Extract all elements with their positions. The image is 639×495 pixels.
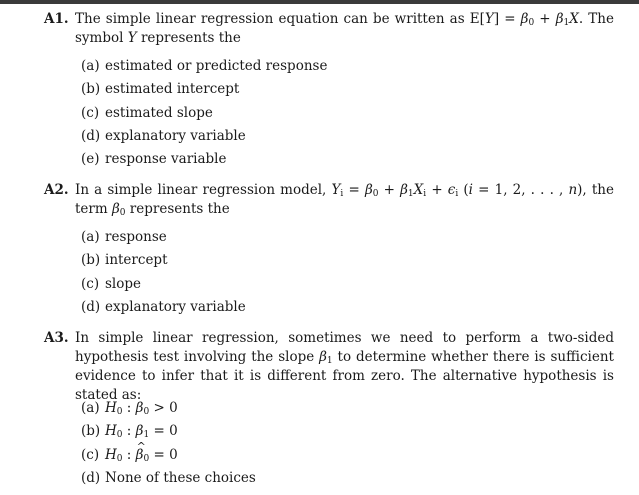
option-label: (c) xyxy=(81,275,100,292)
option-label: (a) xyxy=(81,400,100,416)
option-a[interactable] xyxy=(81,55,327,78)
option-text: intercept xyxy=(105,252,168,269)
question-text: The simple linear regression equation can be written as $E[Y] = \beta_0 + \beta_1X$. The symbol Y represents the xyxy=(75,11,614,46)
option-b[interactable] xyxy=(81,249,246,272)
option-d[interactable] xyxy=(81,125,327,148)
question-text: In a simple linear regression model, $Y_i = \beta_0 + \beta_1X_i + \epsilon_i$ (i = 1, 2, . . . , n), the term $\beta_0$ represents the xyxy=(75,182,614,218)
option-c[interactable] xyxy=(81,273,246,296)
question-a3 xyxy=(44,329,614,486)
question-label: A2. xyxy=(44,182,69,198)
option-label: (b) xyxy=(81,423,101,440)
option-text: explanatory variable xyxy=(105,298,246,315)
option-text: $H_0$ : $\beta_0 > 0$ xyxy=(105,400,178,417)
option-text: $H_0$ : $\beta_1 = 0$ xyxy=(105,423,178,441)
top-rule xyxy=(0,0,639,4)
option-c[interactable] xyxy=(81,444,256,467)
question-a2 xyxy=(44,181,614,315)
option-label: (a) xyxy=(81,229,100,245)
option-label: (c) xyxy=(81,104,100,121)
option-label: (b) xyxy=(81,81,101,98)
option-a[interactable] xyxy=(81,397,256,420)
option-text: response variable xyxy=(105,151,227,168)
question-label: A3. xyxy=(44,330,69,346)
option-text: $H_0$ : ^ $\beta_0 = 0$ xyxy=(105,447,178,463)
option-list xyxy=(81,226,246,319)
option-list xyxy=(81,397,256,490)
option-b[interactable] xyxy=(81,78,327,101)
option-e[interactable] xyxy=(81,148,327,171)
option-text: estimated slope xyxy=(105,104,213,121)
option-a[interactable] xyxy=(81,226,246,249)
question-a1 xyxy=(44,10,614,168)
question-text: In simple linear regression, sometimes we need to perform a two-sided hypothesis test involving the slope $\beta_1$ to determine whether there is sufficient evidence to infer that it is different from zero. The alternative hypothesis is stated as: xyxy=(75,330,614,403)
option-label: (b) xyxy=(81,252,101,269)
option-d[interactable] xyxy=(81,467,256,490)
option-label: (d) xyxy=(81,127,101,144)
option-label: (e) xyxy=(81,151,100,168)
option-label: (d) xyxy=(81,298,101,315)
option-text: estimated intercept xyxy=(105,81,240,98)
option-text: response xyxy=(105,229,167,245)
option-text: None of these choices xyxy=(105,469,256,486)
option-b[interactable] xyxy=(81,420,256,443)
question-label: A1. xyxy=(44,11,69,27)
option-label: (c) xyxy=(81,446,100,463)
option-text: explanatory variable xyxy=(105,127,246,144)
option-list xyxy=(81,55,327,171)
option-text: slope xyxy=(105,275,142,292)
option-label: (a) xyxy=(81,58,100,74)
option-c[interactable] xyxy=(81,102,327,125)
option-d[interactable] xyxy=(81,296,246,319)
option-text: estimated or predicted response xyxy=(105,58,328,74)
option-label: (d) xyxy=(81,469,101,486)
